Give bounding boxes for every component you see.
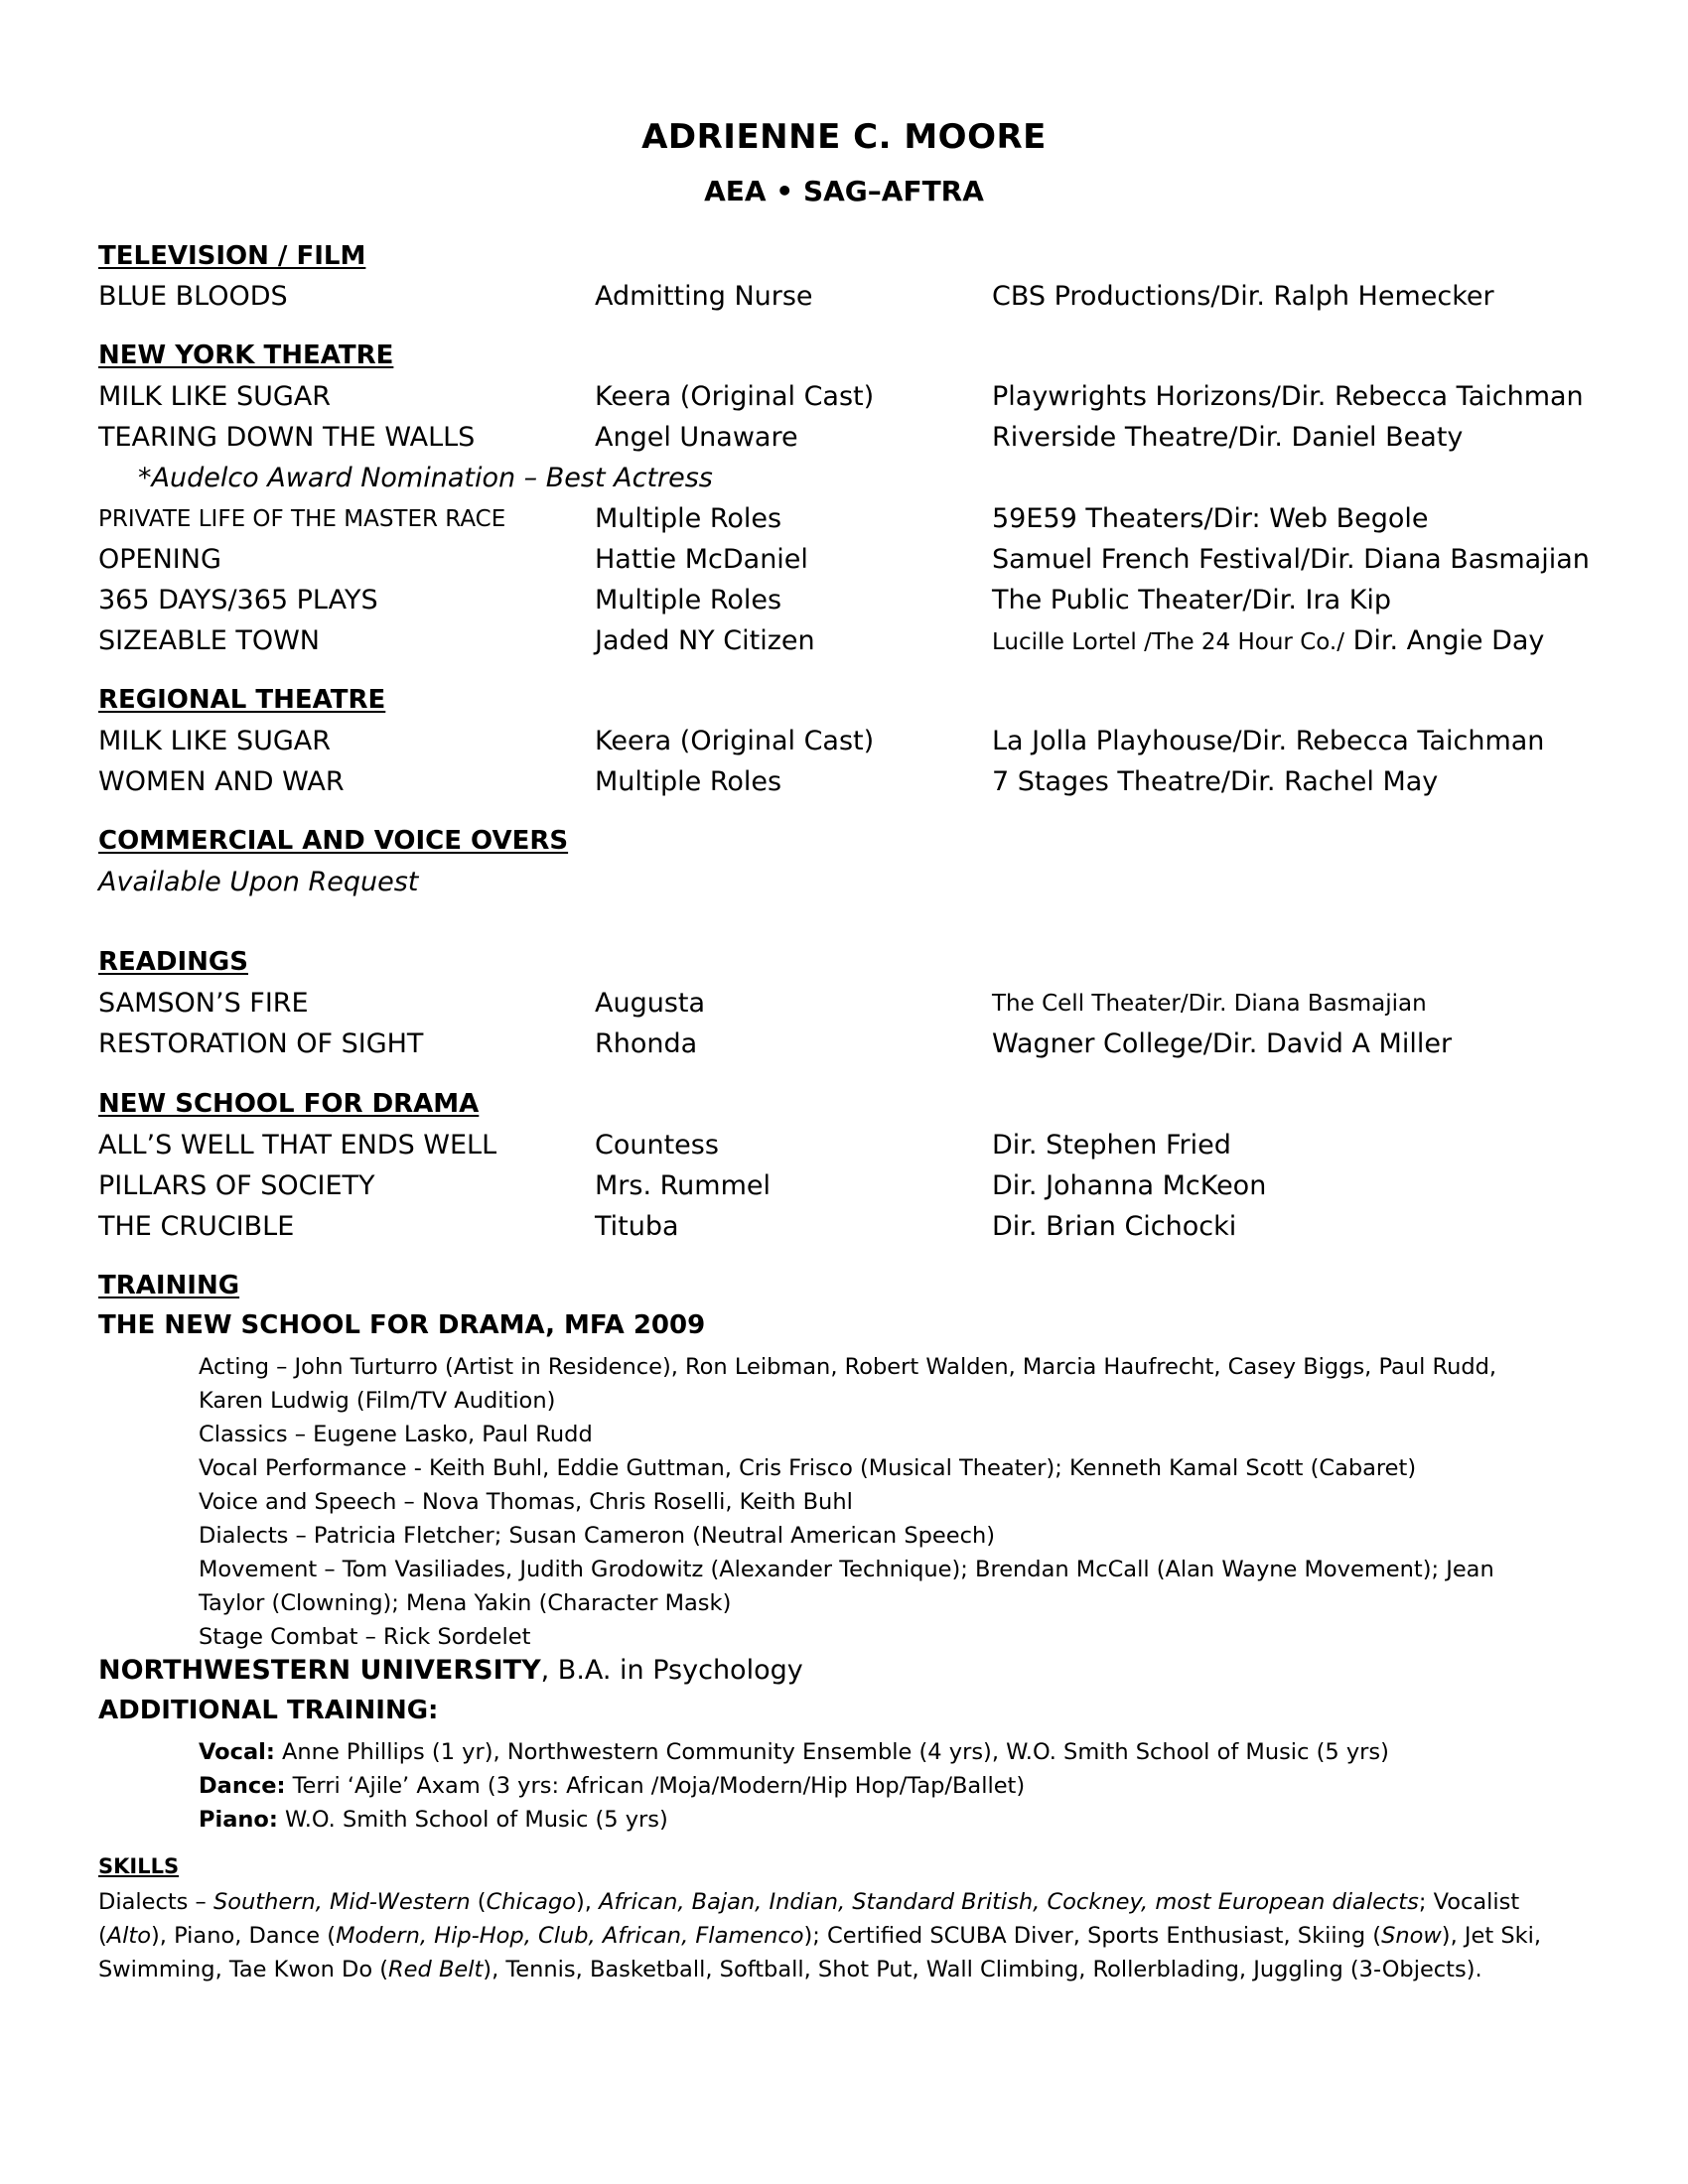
training-line-movement: Movement – Tom Vasiliades, Judith Grodowitz (Alexander Technique); Brendan McCall (Alan Wayne Movement); Jean Taylor (Clowning); Mena Yakin (Character Mask): [199, 1557, 1494, 1616]
section-heading-new-york-theatre: NEW YORK THEATRE: [98, 341, 394, 370]
credit-role: Mrs. Rummel: [595, 1170, 772, 1201]
credit-row: [0, 544, 1688, 584]
training-line-classics: Classics – Eugene Lasko, Paul Rudd: [199, 1422, 593, 1447]
credit-role: Rhonda: [595, 1028, 698, 1059]
credit-title: WOMEN AND WAR: [98, 766, 345, 797]
credit-row: [0, 988, 1688, 1027]
credit-title: PRIVATE LIFE OF THE MASTER RACE: [98, 506, 506, 532]
additional-training-dance: [199, 1769, 1559, 1803]
credit-row: [0, 1028, 1688, 1068]
credit-title: MILK LIKE SUGAR: [98, 726, 331, 756]
training-line-voice-speech: Voice and Speech – Nova Thomas, Chris Roselli, Keith Buhl: [199, 1489, 853, 1515]
credit-company: CBS Productions/Dir. Ralph Hemecker: [992, 281, 1494, 312]
credit-title: TEARING DOWN THE WALLS: [98, 422, 476, 453]
additional-training-text: W.O. Smith School of Music (5 yrs): [277, 1807, 668, 1833]
additional-training-label: Dance:: [199, 1773, 286, 1799]
credit-role: Hattie McDaniel: [595, 544, 808, 575]
credit-row: [0, 1211, 1688, 1251]
section-heading-readings: READINGS: [98, 947, 248, 977]
credit-row: [0, 766, 1688, 806]
training-school-heading: THE NEW SCHOOL FOR DRAMA, MFA 2009: [98, 1310, 706, 1340]
credit-row: [0, 726, 1688, 765]
skills-text-part: ), Jet Ski, Swimming, Tae Kwon Do (: [98, 1923, 1542, 1982]
credit-row: [0, 281, 1688, 321]
credit-row: [0, 625, 1688, 665]
training-line-vocal-performance: Vocal Performance - Keith Buhl, Eddie Guttman, Cris Frisco (Musical Theater); Kenneth Kamal Scott (Cabaret): [199, 1455, 1417, 1481]
credit-title: OPENING: [98, 544, 221, 575]
skills-text-part: ), Tennis, Basketball, Softball, Shot Put, Wall Climbing, Rollerblading, Juggling (3-Objects).: [483, 1957, 1482, 1982]
credit-title: MILK LIKE SUGAR: [98, 381, 331, 412]
additional-training-text: Anne Phillips (1 yr), Northwestern Community Ensemble (4 yrs), W.O. Smith School of Music (5 yrs): [274, 1739, 1389, 1765]
skills-text-part: Snow: [1381, 1923, 1442, 1949]
training-line-stage-combat: Stage Combat – Rick Sordelet: [199, 1624, 531, 1650]
additional-training-label: Vocal:: [199, 1739, 275, 1765]
credit-title: BLUE BLOODS: [98, 281, 288, 312]
skills-text-part: African, Bajan, Indian, Standard British, Cockney, most European dialects: [599, 1889, 1419, 1915]
skills-text-part: ),: [576, 1889, 600, 1915]
credit-company-director: Dir. Angie Day: [1343, 625, 1545, 656]
additional-training-piano: [199, 1803, 1559, 1837]
credit-role: Multiple Roles: [595, 503, 782, 534]
credit-role: Multiple Roles: [595, 585, 782, 615]
credit-company: The Cell Theater/Dir. Diana Basmajian: [992, 991, 1427, 1017]
skills-text-part: ; Vocalist (: [98, 1889, 1520, 1949]
credit-company: [992, 625, 1544, 656]
credit-company: Dir. Brian Cichocki: [992, 1211, 1237, 1242]
university-credit: [98, 1655, 803, 1686]
credit-title: SIZEABLE TOWN: [98, 625, 320, 656]
credit-company: Dir. Johanna McKeon: [992, 1170, 1267, 1201]
credit-role: Jaded NY Citizen: [595, 625, 815, 656]
credit-role: Admitting Nurse: [595, 281, 813, 312]
section-heading-regional-theatre: REGIONAL THEATRE: [98, 685, 386, 715]
credit-role: Angel Unaware: [595, 422, 798, 453]
university-degree: , B.A. in Psychology: [540, 1655, 803, 1686]
skills-text-part: Modern, Hip-Hop, Club, African, Flamenco: [336, 1923, 804, 1949]
credit-title: THE CRUCIBLE: [98, 1211, 295, 1242]
section-heading-training: TRAINING: [98, 1271, 240, 1300]
credit-company: La Jolla Playhouse/Dir. Rebecca Taichman: [992, 726, 1545, 756]
credit-row: [0, 1170, 1688, 1210]
additional-training-vocal: [199, 1735, 1559, 1769]
credit-row: [0, 422, 1688, 462]
actor-name: ADRIENNE C. MOORE: [641, 117, 1047, 157]
training-line-acting: Acting – John Turturro (Artist in Residence), Ron Leibman, Robert Walden, Marcia Haufrecht, Casey Biggs, Paul Rudd, Karen Ludwig (Film/TV Audition): [199, 1354, 1497, 1414]
credit-company: Samuel French Festival/Dir. Diana Basmajian: [992, 544, 1590, 575]
credit-title: SAMSON’S FIRE: [98, 988, 309, 1019]
union-affiliations: AEA • SAG–AFTRA: [704, 175, 984, 207]
skills-text-part: (: [477, 1889, 487, 1915]
award-nomination-note: *Audelco Award Nomination – Best Actress: [138, 463, 713, 493]
additional-training-label: Piano:: [199, 1807, 278, 1833]
skills-text-part: Dialects –: [98, 1889, 213, 1915]
section-heading-tv-film: TELEVISION / FILM: [98, 241, 366, 271]
skills-text-part: Red Belt: [388, 1957, 484, 1982]
credit-row: [0, 1130, 1688, 1169]
credit-role: Multiple Roles: [595, 766, 782, 797]
credit-company: 59E59 Theaters/Dir: Web Begole: [992, 503, 1429, 534]
training-line-dialects: Dialects – Patricia Fletcher; Susan Cameron (Neutral American Speech): [199, 1523, 995, 1549]
credit-title: PILLARS OF SOCIETY: [98, 1170, 375, 1201]
skills-paragraph: [98, 1885, 1568, 1986]
credit-title: 365 DAYS/365 PLAYS: [98, 585, 378, 615]
section-heading-skills: SKILLS: [98, 1854, 180, 1878]
credit-company: Wagner College/Dir. David A Miller: [992, 1028, 1453, 1059]
skills-text-part: Alto: [106, 1923, 152, 1949]
university-name: NORTHWESTERN UNIVERSITY: [98, 1655, 541, 1686]
credit-company: Dir. Stephen Fried: [992, 1130, 1231, 1160]
credit-role: Augusta: [595, 988, 706, 1019]
credit-title: ALL’S WELL THAT ENDS WELL: [98, 1130, 497, 1160]
additional-training-text: Terri ‘Ajile’ Axam (3 yrs: African /Moja/Modern/Hip Hop/Tap/Ballet): [285, 1773, 1026, 1799]
skills-text-part: Southern, Mid-Western: [212, 1889, 478, 1915]
credit-title: RESTORATION OF SIGHT: [98, 1028, 424, 1059]
additional-training-heading: ADDITIONAL TRAINING:: [98, 1696, 439, 1725]
credit-company: The Public Theater/Dir. Ira Kip: [992, 585, 1392, 615]
skills-text-part: ), Piano, Dance (: [151, 1923, 337, 1949]
credit-role: Tituba: [595, 1211, 679, 1242]
section-heading-new-school: NEW SCHOOL FOR DRAMA: [98, 1089, 480, 1119]
credit-row: [0, 381, 1688, 421]
section-heading-commercial: COMMERCIAL AND VOICE OVERS: [98, 826, 569, 856]
skills-text-part: Chicago: [486, 1889, 577, 1915]
credit-role: Keera (Original Cast): [595, 726, 875, 756]
commercial-availability: Available Upon Request: [98, 867, 419, 897]
credit-row: [0, 503, 1688, 543]
credit-role: Countess: [595, 1130, 719, 1160]
credit-company: Riverside Theatre/Dir. Daniel Beaty: [992, 422, 1464, 453]
credit-company: Playwrights Horizons/Dir. Rebecca Taichman: [992, 381, 1584, 412]
credit-company: 7 Stages Theatre/Dir. Rachel May: [992, 766, 1439, 797]
credit-company-venue: Lucille Lortel /The 24 Hour Co./: [992, 629, 1344, 655]
credit-role: Keera (Original Cast): [595, 381, 875, 412]
credit-row: [0, 585, 1688, 624]
skills-text-part: ); Certified SCUBA Diver, Sports Enthusiast, Skiing (: [803, 1923, 1382, 1949]
